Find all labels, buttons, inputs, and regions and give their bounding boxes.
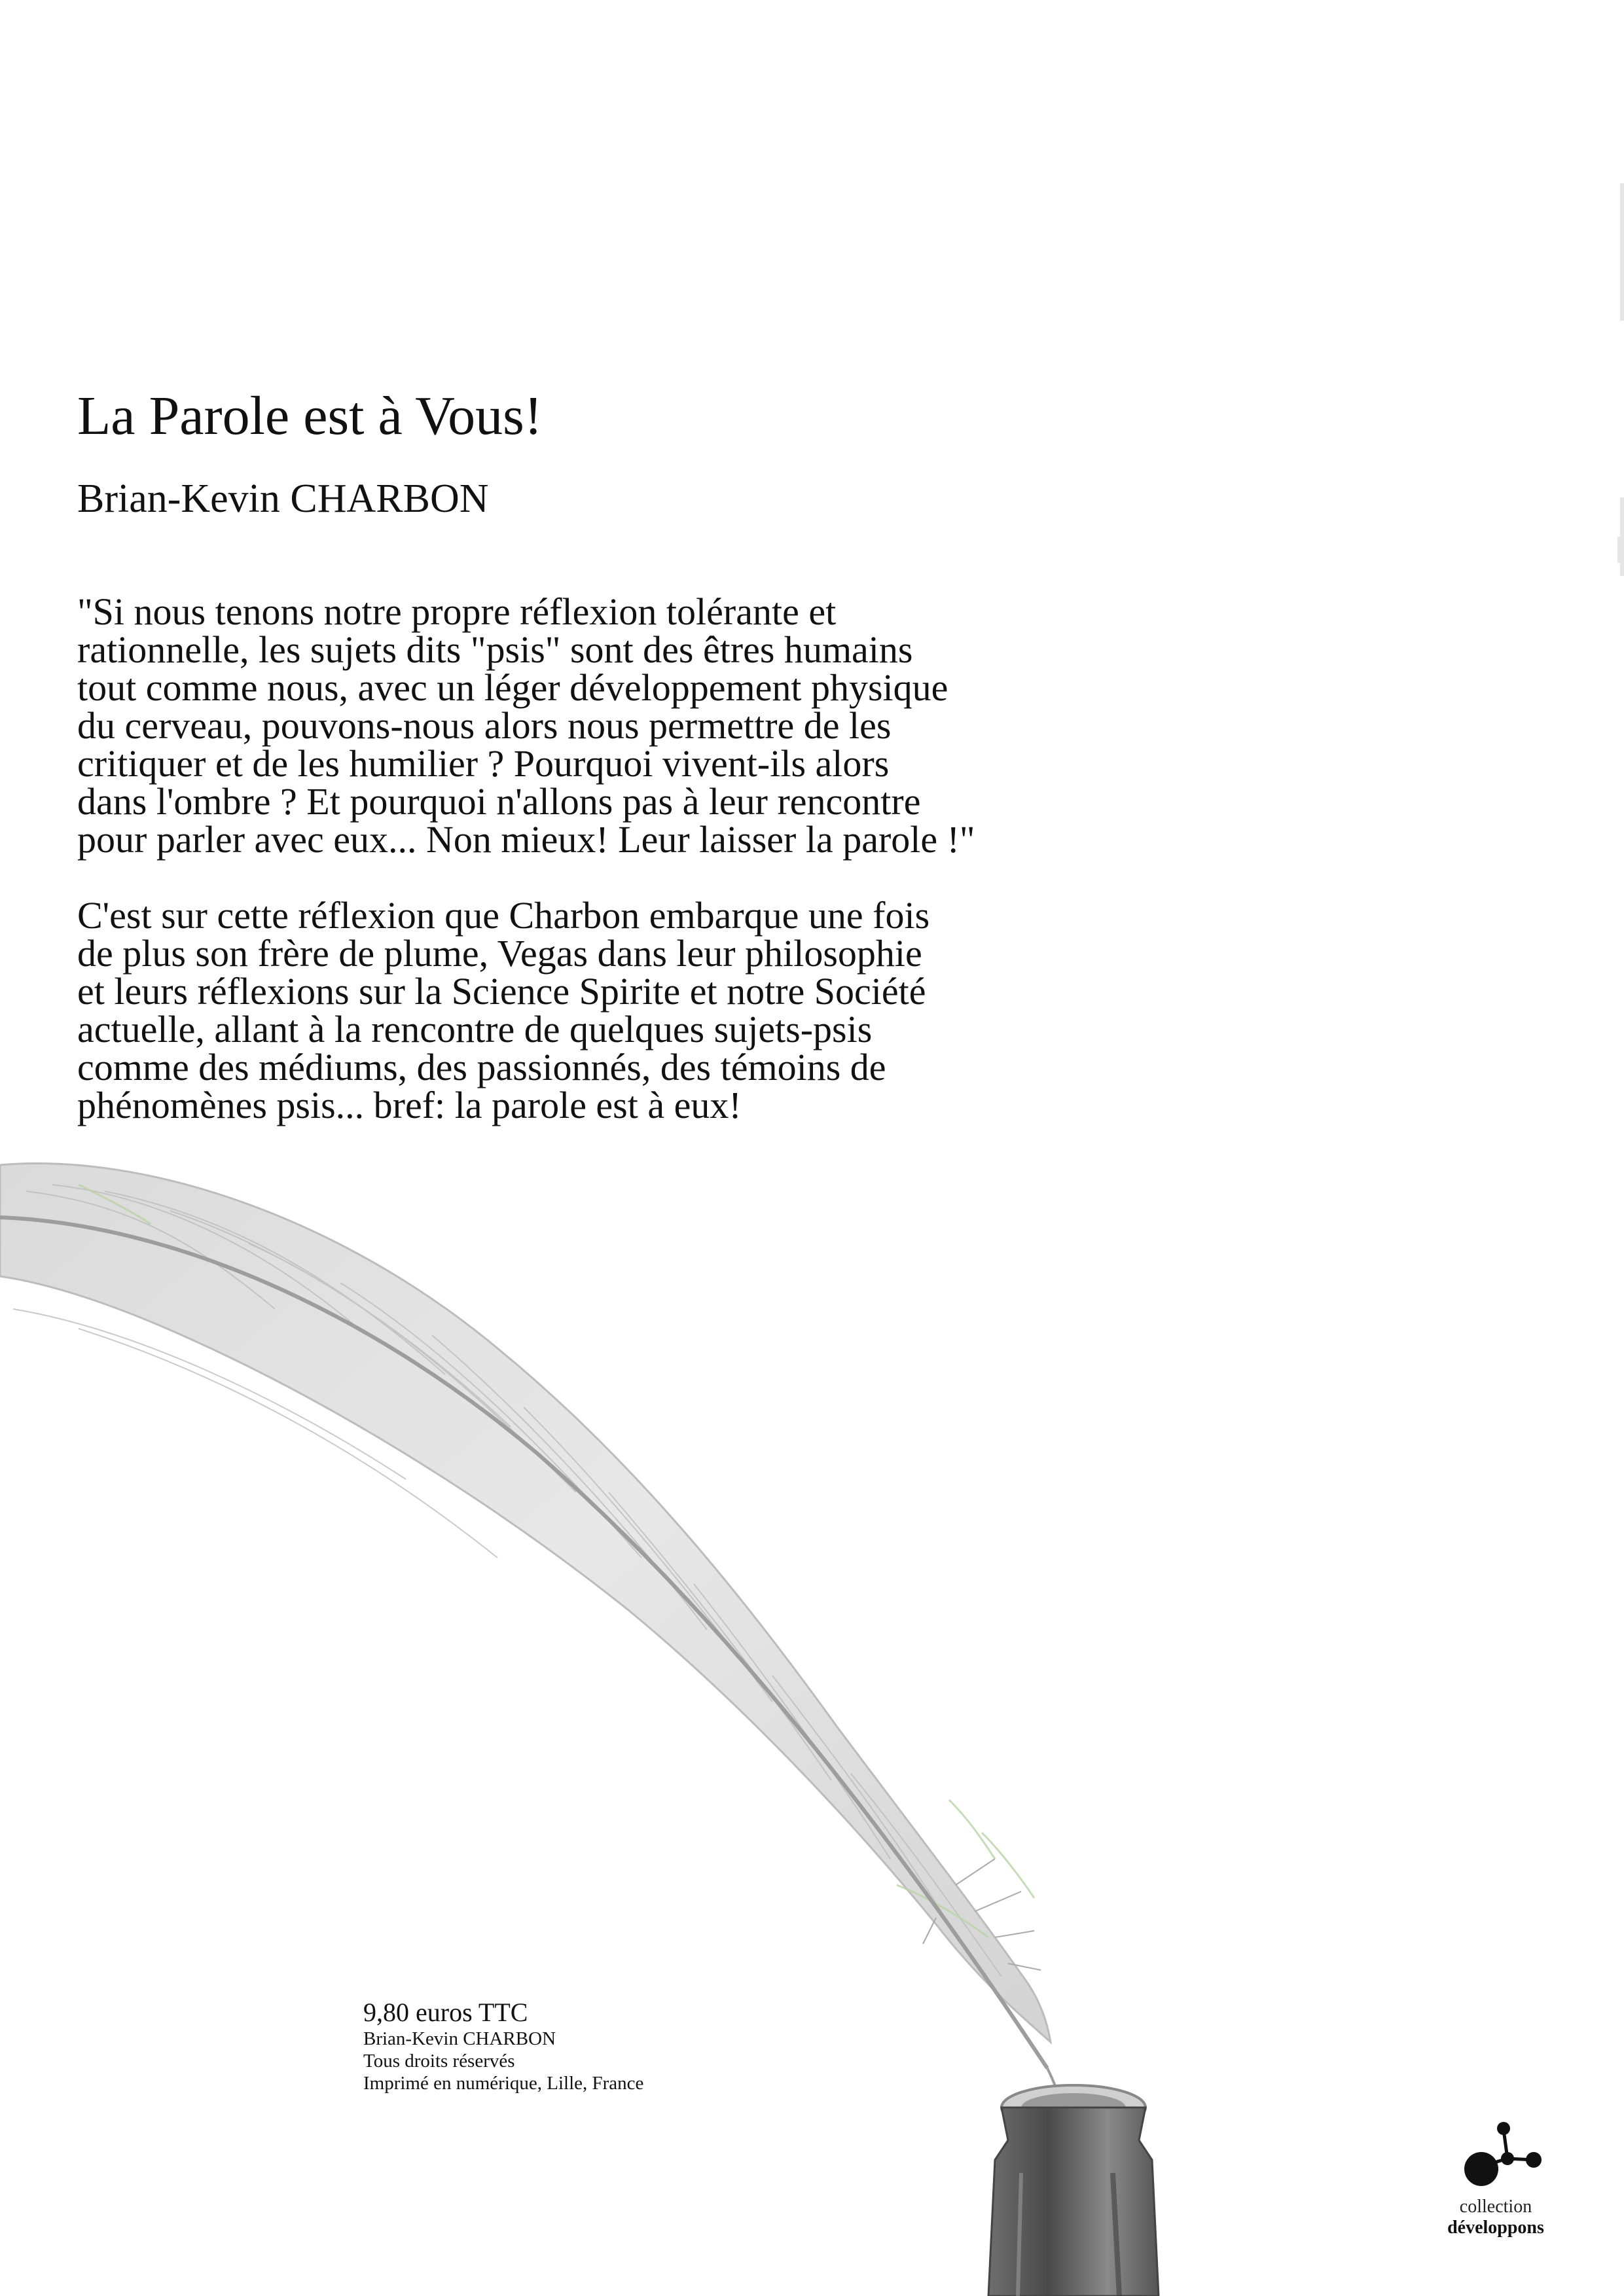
publisher-logo <box>1420 2121 1571 2238</box>
back-cover-blurb <box>77 590 1242 1126</box>
logo-brand-text: développons <box>1447 2217 1544 2238</box>
book-author: Brian-Kevin CHARBON <box>77 476 489 521</box>
book-title: La Parole est à Vous! <box>77 386 543 446</box>
page-edge-marks <box>1615 0 1624 2296</box>
molecule-logo-icon <box>1450 2121 1542 2193</box>
colophon-author: Brian-Kevin CHARBON <box>363 2028 556 2049</box>
quill-inkwell-illustration <box>0 1113 1244 2296</box>
feather-shaft <box>0 1217 1047 2068</box>
logo-collection-text: collection <box>1459 2197 1532 2217</box>
printing-notice: Imprimé en numérique, Lille, France <box>363 2073 644 2094</box>
feather-vane <box>0 1163 1051 2042</box>
inkwell <box>988 2085 1159 2296</box>
blurb-paragraph-summary: C'est sur cette réflexion que Charbon embarque une fois de plus son frère de plume, Vegas dans leur philosophie et leurs réflexions sur la Science Spirite et notre Société actuelle, allant à la rencontre de quelques sujets-psis comme des médiums, des passionnés, des témoins de phénomènes psis... bref: la parole est à eux! <box>77 894 930 1126</box>
price-label: 9,80 euros TTC <box>363 1998 528 2027</box>
colophon <box>363 1998 643 2094</box>
blurb-paragraph-quote: "Si nous tenons notre propre réflexion tolérante et rationnelle, les sujets dits "psis" sont des êtres humains tout comme nous, avec un léger développement physique du cerveau, pouvons-nous alors nous permettre de les critiquer et de les humilier ? Pourquoi vivent-ils alors dans l'ombre ? Et pourquoi n'allons pas à leur rencontre pour parler avec eux... Non mieux! Leur laisser la parole !" <box>77 590 975 861</box>
rights-notice: Tous droits réservés <box>363 2051 515 2072</box>
